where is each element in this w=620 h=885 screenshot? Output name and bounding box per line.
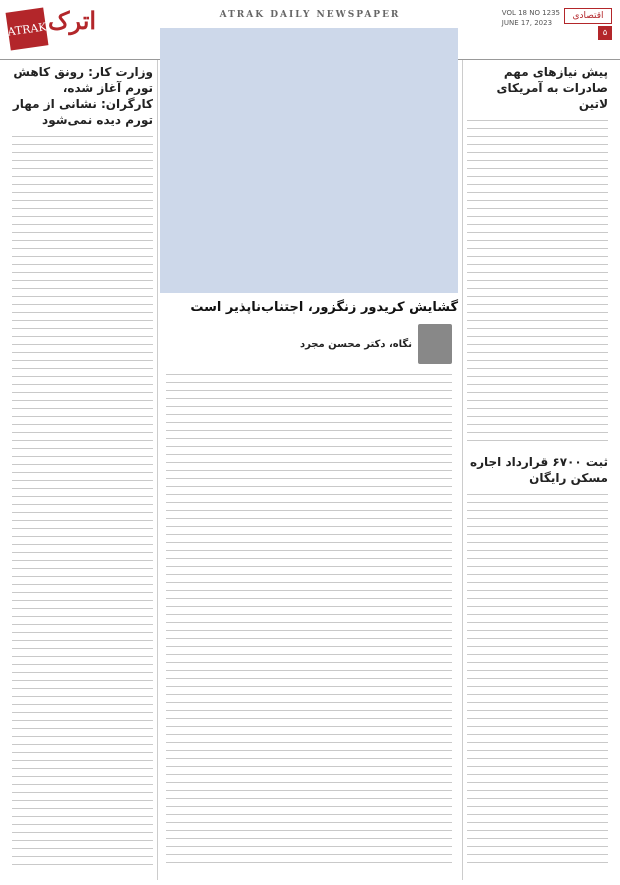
brand-logo — [8, 6, 153, 54]
main-article-title: گشایش کریدور زنگزور، اجتناب‌ناپذیر است — [190, 300, 458, 315]
main-article-body — [166, 370, 452, 870]
logo-seal: ATRAK — [6, 8, 49, 51]
issue-date: JUNE 17, 2023 — [501, 19, 553, 27]
main-article — [160, 320, 458, 880]
brand-name: اترک — [48, 6, 97, 35]
author-avatar — [418, 324, 452, 364]
right-top-body — [467, 116, 608, 446]
right-bottom-headline: ثبت ۶۷۰۰ قرارداد اجاره مسکن رایگان — [470, 455, 608, 485]
right-bottom-body — [467, 490, 608, 870]
page-number: ۵ — [598, 26, 612, 40]
issue-info — [502, 8, 560, 28]
right-column — [462, 60, 612, 880]
author-block — [166, 324, 452, 364]
corridor-map — [160, 28, 458, 293]
section-tab[interactable]: اقتصادی — [564, 8, 612, 24]
left-top-body — [12, 132, 153, 872]
paper-title: ATRAK DAILY NEWSPAPER — [219, 10, 401, 20]
author-name: نگاه، دکتر محسن مجرد — [299, 338, 412, 350]
issue-number: VOL 18 NO 1235 — [501, 9, 560, 17]
left-column — [8, 60, 158, 880]
left-top-headline: وزارت کار: رونق کاهش تورم آغاز شده، کارگران: نشانی از مهار تورم دیده نمی‌شود — [12, 65, 153, 127]
right-top-headline: پیش نیازهای مهم صادرات به آمریکای لاتین — [496, 65, 608, 111]
